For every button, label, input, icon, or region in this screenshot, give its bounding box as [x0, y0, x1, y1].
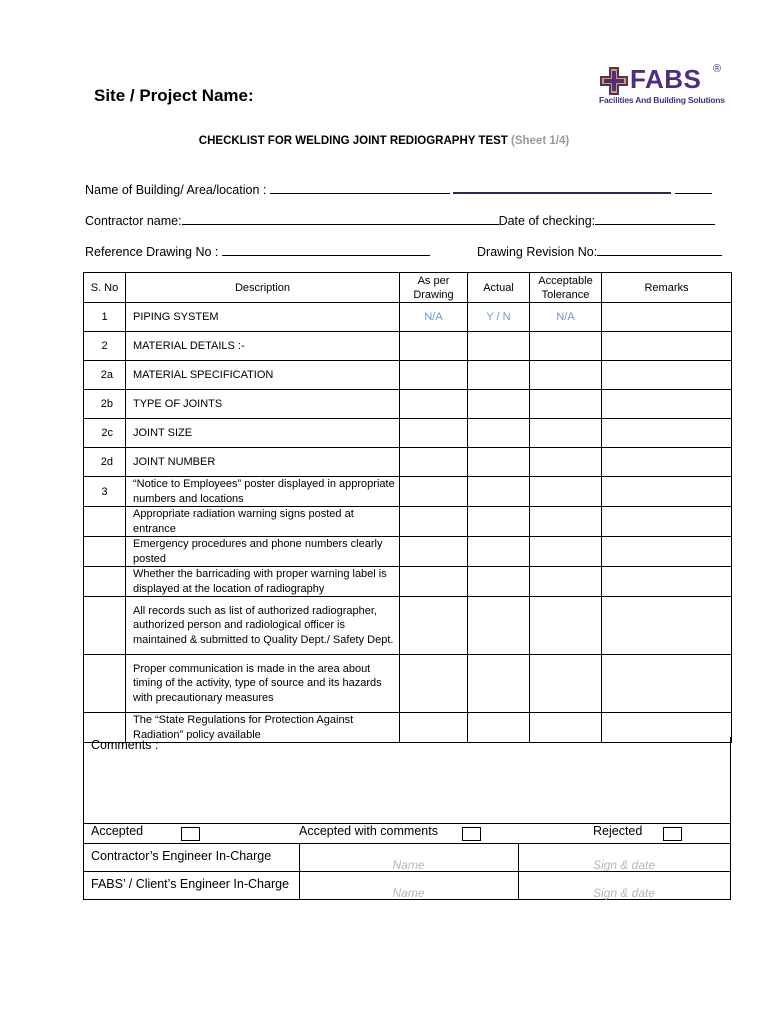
- revision-label: Drawing Revision No:: [477, 245, 598, 259]
- signoff-row-client: [83, 871, 731, 900]
- revision-field[interactable]: [477, 245, 722, 259]
- tolerance-cell[interactable]: N/A: [530, 303, 602, 332]
- row-description: Whether the barricading with proper warning label is displayed at the location of radiography: [126, 567, 400, 597]
- name-field[interactable]: [299, 872, 519, 899]
- signoff-role-cell: [84, 844, 300, 871]
- tolerance-cell[interactable]: [530, 448, 602, 477]
- row-description: PIPING SYSTEM: [126, 303, 400, 332]
- sign-date-field[interactable]: [518, 844, 730, 871]
- remarks-cell[interactable]: [602, 597, 732, 655]
- actual-cell[interactable]: [468, 567, 530, 597]
- drawing-cell[interactable]: N/A: [400, 303, 468, 332]
- logo-cross-icon: [600, 67, 628, 95]
- building-line-1: [270, 193, 450, 194]
- actual-cell[interactable]: [468, 419, 530, 448]
- actual-cell[interactable]: [468, 477, 530, 507]
- actual-cell[interactable]: [468, 597, 530, 655]
- row-sno: [84, 567, 126, 597]
- sheet-indicator: (Sheet 1/4): [511, 135, 570, 147]
- rejected-checkbox[interactable]: [663, 827, 682, 841]
- remarks-cell[interactable]: [602, 567, 732, 597]
- fabs-logo: [600, 64, 730, 110]
- tolerance-cell[interactable]: [530, 655, 602, 713]
- table-row: [84, 390, 732, 419]
- tolerance-cell[interactable]: [530, 332, 602, 361]
- row-sno: 2: [84, 332, 126, 361]
- row-sno: 1: [84, 303, 126, 332]
- actual-cell[interactable]: [468, 361, 530, 390]
- name-placeholder: Name: [392, 886, 425, 900]
- signoff-role-cell: [84, 872, 300, 899]
- checklist-title: CHECKLIST FOR WELDING JOINT REDIOGRAPHY TEST: [198, 135, 508, 147]
- actual-cell[interactable]: Y / N: [468, 303, 530, 332]
- accepted-label: Accepted: [91, 824, 144, 838]
- remarks-cell[interactable]: [602, 419, 732, 448]
- row-description: The “State Regulations for Protection Against Radiation” policy available: [126, 713, 400, 743]
- table-row: [84, 419, 732, 448]
- actual-cell[interactable]: [468, 507, 530, 537]
- table-row: [84, 448, 732, 477]
- row-sno: [84, 507, 126, 537]
- table-row: [84, 567, 732, 597]
- tolerance-cell[interactable]: [530, 390, 602, 419]
- col-header-tolerance: Acceptable Tolerance: [530, 273, 602, 303]
- name-placeholder: Name: [392, 858, 425, 872]
- rejected-label: Rejected: [593, 824, 643, 838]
- row-description: JOINT SIZE: [126, 419, 400, 448]
- ref-label: Reference Drawing No :: [85, 245, 219, 259]
- logo-registered: ®: [713, 63, 722, 75]
- building-label: Name of Building/ Area/location :: [85, 183, 267, 197]
- drawing-cell[interactable]: [400, 537, 468, 567]
- remarks-cell[interactable]: [602, 507, 732, 537]
- tolerance-cell[interactable]: [530, 419, 602, 448]
- row-sno: 2c: [84, 419, 126, 448]
- date-line: [595, 224, 715, 225]
- revision-line: [597, 255, 722, 256]
- table-row: [84, 537, 732, 567]
- building-field[interactable]: [85, 183, 712, 197]
- checklist-heading: [0, 135, 768, 147]
- contractor-field[interactable]: [85, 214, 715, 228]
- col-header-remarks: Remarks: [602, 273, 732, 303]
- actual-cell[interactable]: [468, 655, 530, 713]
- tolerance-cell[interactable]: [530, 507, 602, 537]
- col-header-sno: S. No: [84, 273, 126, 303]
- col-header-as-per-drawing: As per Drawing: [400, 273, 468, 303]
- table-row: [84, 332, 732, 361]
- tolerance-cell[interactable]: [530, 361, 602, 390]
- sign-date-placeholder: Sign & date: [592, 886, 656, 900]
- row-description: MATERIAL DETAILS :-: [126, 332, 400, 361]
- row-description: “Notice to Employees” poster displayed in appropriate numbers and locations: [126, 477, 400, 507]
- accepted-with-comments-checkbox[interactable]: [462, 827, 481, 841]
- reference-field[interactable]: [85, 245, 430, 259]
- actual-cell[interactable]: [468, 537, 530, 567]
- tolerance-cell[interactable]: [530, 597, 602, 655]
- row-sno: 2b: [84, 390, 126, 419]
- row-description: All records such as list of authorized radiographer, authorized person and radiological officer is maintained & submitted to Quality Dept./ Safety Dept.: [126, 597, 400, 655]
- row-description: JOINT NUMBER: [126, 448, 400, 477]
- signoff-role: FABS’ / Client’s Engineer In-Charge: [91, 877, 290, 891]
- remarks-cell[interactable]: [602, 537, 732, 567]
- accepted-checkbox[interactable]: [181, 827, 200, 841]
- remarks-cell[interactable]: [602, 361, 732, 390]
- drawing-cell[interactable]: [400, 390, 468, 419]
- page-title: Site / Project Name:: [94, 86, 254, 105]
- name-field[interactable]: [299, 844, 519, 871]
- approval-row: [83, 823, 731, 844]
- actual-cell[interactable]: [468, 332, 530, 361]
- row-sno: 2d: [84, 448, 126, 477]
- table-row: [84, 655, 732, 713]
- remarks-cell[interactable]: [602, 390, 732, 419]
- checklist-table: [83, 272, 732, 743]
- comments-label: Comments :: [91, 738, 159, 752]
- logo-brand: FABS: [630, 64, 702, 94]
- table-row: [84, 507, 732, 537]
- contractor-label: Contractor name:: [85, 214, 182, 228]
- actual-cell[interactable]: [468, 390, 530, 419]
- table-row: [84, 303, 732, 332]
- accepted-with-comments-label: Accepted with comments: [299, 824, 438, 838]
- drawing-cell[interactable]: [400, 477, 468, 507]
- row-sno: [84, 655, 126, 713]
- drawing-cell[interactable]: [400, 655, 468, 713]
- date-label: Date of checking:: [498, 214, 596, 228]
- row-description: MATERIAL SPECIFICATION: [126, 361, 400, 390]
- drawing-cell[interactable]: [400, 361, 468, 390]
- row-sno: 2a: [84, 361, 126, 390]
- table-row: [84, 477, 732, 507]
- remarks-cell[interactable]: [602, 303, 732, 332]
- tolerance-cell[interactable]: [530, 567, 602, 597]
- row-description: Proper communication is made in the area about timing of the activity, type of source and its hazards with precautionary measures: [126, 655, 400, 713]
- row-description: Appropriate radiation warning signs posted at entrance: [126, 507, 400, 537]
- sign-date-field[interactable]: [518, 872, 730, 899]
- drawing-cell[interactable]: [400, 448, 468, 477]
- drawing-cell[interactable]: [400, 507, 468, 537]
- table-row: [84, 597, 732, 655]
- sign-date-placeholder: Sign & date: [592, 858, 656, 872]
- drawing-cell[interactable]: [400, 597, 468, 655]
- table-header-row: [84, 273, 732, 303]
- ref-line: [222, 255, 430, 256]
- drawing-cell[interactable]: [400, 567, 468, 597]
- logo-tagline: Facilities And Building Solutions: [599, 95, 725, 105]
- remarks-cell[interactable]: [602, 332, 732, 361]
- col-header-description: Description: [126, 273, 400, 303]
- remarks-cell[interactable]: [602, 655, 732, 713]
- row-description: TYPE OF JOINTS: [126, 390, 400, 419]
- row-sno: [84, 597, 126, 655]
- row-sno: [84, 537, 126, 567]
- tolerance-cell[interactable]: [530, 477, 602, 507]
- actual-cell[interactable]: [468, 448, 530, 477]
- remarks-cell[interactable]: [602, 477, 732, 507]
- building-line-2: [453, 192, 671, 194]
- table-row: [84, 361, 732, 390]
- drawing-cell[interactable]: [400, 419, 468, 448]
- building-line-3: [675, 193, 712, 194]
- signoff-role: Contractor’s Engineer In-Charge: [91, 849, 272, 863]
- tolerance-cell[interactable]: [530, 537, 602, 567]
- drawing-cell[interactable]: [400, 332, 468, 361]
- row-sno: 3: [84, 477, 126, 507]
- remarks-cell[interactable]: [602, 448, 732, 477]
- col-header-actual: Actual: [468, 273, 530, 303]
- signoff-row-contractor: [83, 843, 731, 872]
- contractor-line: [182, 224, 499, 225]
- row-description: Emergency procedures and phone numbers clearly posted: [126, 537, 400, 567]
- comments-box[interactable]: [83, 737, 731, 824]
